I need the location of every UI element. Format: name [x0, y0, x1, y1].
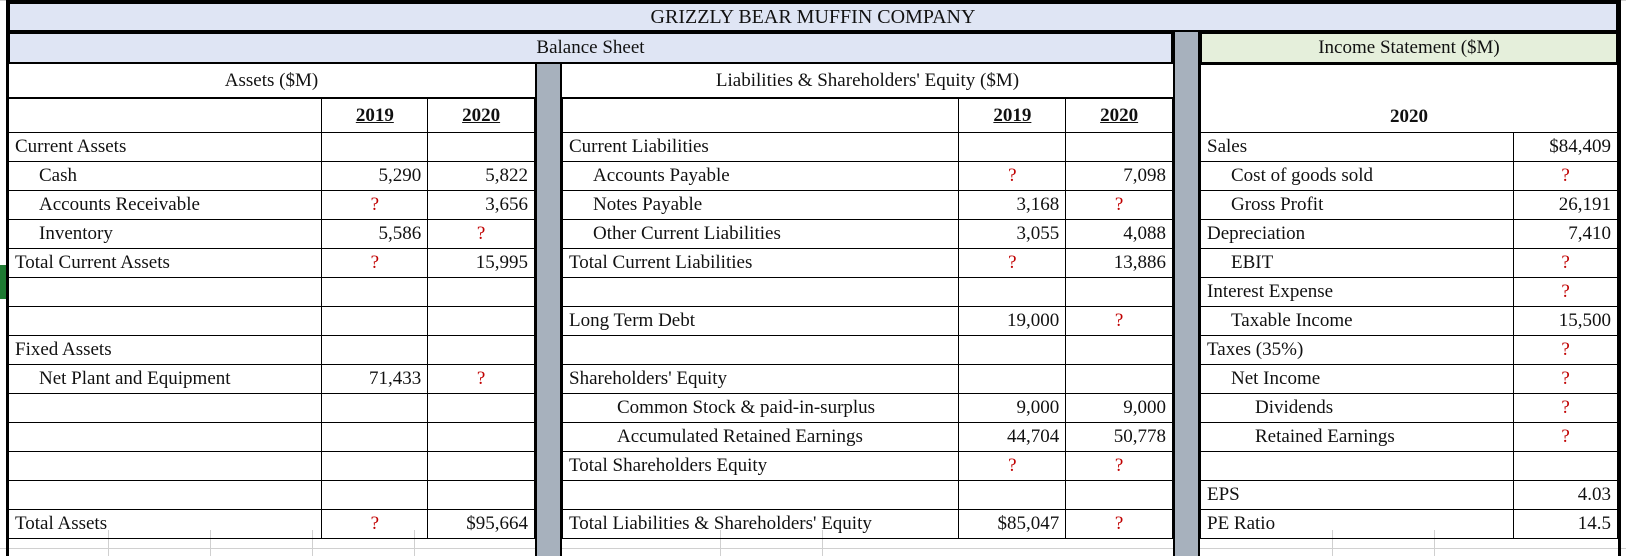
income-value[interactable]: ? [1514, 336, 1618, 365]
liabilities-label[interactable]: Other Current Liabilities [563, 220, 959, 249]
balance-sheet-header: Balance Sheet [8, 32, 1173, 64]
income-value[interactable]: 14.5 [1514, 510, 1618, 539]
liabilities-value-2019[interactable]: 3,168 [959, 191, 1066, 220]
liabilities-value-2020[interactable]: 50,778 [1066, 423, 1173, 452]
liabilities-label[interactable]: Total Shareholders Equity [563, 452, 959, 481]
assets-header: Assets ($M) [8, 64, 535, 98]
liabilities-year-2020[interactable]: 2020 [1066, 99, 1173, 133]
assets-value-2020[interactable]: $95,664 [428, 510, 535, 539]
income-label[interactable]: Sales [1201, 133, 1514, 162]
income-label[interactable]: Cost of goods sold [1201, 162, 1514, 191]
sheet-border [6, 0, 1621, 556]
liabilities-value-2019[interactable]: 3,055 [959, 220, 1066, 249]
income-value[interactable]: ? [1514, 162, 1618, 191]
assets-value-2019[interactable]: 5,586 [322, 220, 428, 249]
liabilities-label[interactable]: Notes Payable [563, 191, 959, 220]
liabilities-value-2020[interactable]: ? [1066, 452, 1173, 481]
income-label[interactable]: EBIT [1201, 249, 1514, 278]
assets-value-2019[interactable]: ? [322, 191, 428, 220]
assets-label[interactable]: Net Plant and Equipment [9, 365, 322, 394]
liabilities-value-2019[interactable]: 44,704 [959, 423, 1066, 452]
assets-value-2019[interactable]: 71,433 [322, 365, 428, 394]
income-label[interactable]: Depreciation [1201, 220, 1514, 249]
income-label[interactable]: Interest Expense [1201, 278, 1514, 307]
liabilities-value-2020[interactable]: 9,000 [1066, 394, 1173, 423]
assets-label[interactable]: Accounts Receivable [9, 191, 322, 220]
liabilities-label[interactable]: Common Stock & paid-in-surplus [563, 394, 959, 423]
liabilities-year-2019[interactable]: 2019 [959, 99, 1066, 133]
liabilities-header: Liabilities & Shareholders' Equity ($M) [562, 64, 1173, 98]
assets-value-2020[interactable]: 3,656 [428, 191, 535, 220]
liabilities-value-2019[interactable]: ? [959, 162, 1066, 191]
liabilities-label[interactable]: Total Current Liabilities [563, 249, 959, 278]
liabilities-label[interactable]: Total Liabilities & Shareholders' Equity [563, 510, 959, 539]
income-value[interactable]: ? [1514, 394, 1618, 423]
income-value[interactable]: ? [1514, 365, 1618, 394]
liabilities-value-2020[interactable]: 7,098 [1066, 162, 1173, 191]
assets-label[interactable]: Inventory [9, 220, 322, 249]
income-value[interactable]: $84,409 [1514, 133, 1618, 162]
liabilities-label[interactable]: Accumulated Retained Earnings [563, 423, 959, 452]
assets-label[interactable]: Fixed Assets [9, 336, 322, 365]
income-value[interactable]: 4.03 [1514, 481, 1618, 510]
assets-label[interactable]: Current Assets [9, 133, 322, 162]
liabilities-value-2019[interactable]: 19,000 [959, 307, 1066, 336]
assets-value-2019[interactable]: ? [322, 510, 428, 539]
liabilities-label[interactable]: Accounts Payable [563, 162, 959, 191]
assets-year-2019[interactable]: 2019 [322, 99, 428, 133]
income-label[interactable]: PE Ratio [1201, 510, 1514, 539]
assets-value-2019[interactable]: ? [322, 249, 428, 278]
liabilities-value-2020[interactable]: 13,886 [1066, 249, 1173, 278]
income-value[interactable]: ? [1514, 249, 1618, 278]
liabilities-value-2020[interactable]: ? [1066, 510, 1173, 539]
liabilities-value-2019[interactable]: 9,000 [959, 394, 1066, 423]
liabilities-value-2019[interactable]: ? [959, 249, 1066, 278]
assets-value-2020[interactable]: 15,995 [428, 249, 535, 278]
assets-value-2020[interactable]: ? [428, 220, 535, 249]
income-value[interactable]: ? [1514, 278, 1618, 307]
income-year-2020[interactable]: 2020 [1201, 65, 1618, 133]
assets-label[interactable]: Total Current Assets [9, 249, 322, 278]
income-value[interactable]: 26,191 [1514, 191, 1618, 220]
company-title: GRIZZLY BEAR MUFFIN COMPANY [8, 2, 1618, 32]
income-label[interactable]: Taxable Income [1201, 307, 1514, 336]
liabilities-value-2020[interactable]: ? [1066, 307, 1173, 336]
liabilities-value-2019[interactable]: $85,047 [959, 510, 1066, 539]
liabilities-value-2019[interactable]: ? [959, 452, 1066, 481]
liabilities-value-2020[interactable]: ? [1066, 191, 1173, 220]
liabilities-label[interactable]: Long Term Debt [563, 307, 959, 336]
liabilities-value-2020[interactable]: 4,088 [1066, 220, 1173, 249]
liabilities-label[interactable]: Shareholders' Equity [563, 365, 959, 394]
income-label[interactable]: Dividends [1201, 394, 1514, 423]
income-label[interactable]: Taxes (35%) [1201, 336, 1514, 365]
assets-year-2020[interactable]: 2020 [428, 99, 535, 133]
income-label[interactable]: Net Income [1201, 365, 1514, 394]
income-statement-header: Income Statement ($M) [1200, 32, 1618, 64]
income-label[interactable]: EPS [1201, 481, 1514, 510]
assets-value-2020[interactable]: 5,822 [428, 162, 535, 191]
assets-value-2019[interactable]: 5,290 [322, 162, 428, 191]
income-value[interactable]: ? [1514, 423, 1618, 452]
liabilities-label[interactable]: Current Liabilities [563, 133, 959, 162]
assets-value-2020[interactable]: ? [428, 365, 535, 394]
assets-label[interactable]: Cash [9, 162, 322, 191]
income-label[interactable]: Retained Earnings [1201, 423, 1514, 452]
income-value[interactable]: 15,500 [1514, 307, 1618, 336]
income-label[interactable]: Gross Profit [1201, 191, 1514, 220]
income-value[interactable]: 7,410 [1514, 220, 1618, 249]
assets-label[interactable]: Total Assets [9, 510, 322, 539]
